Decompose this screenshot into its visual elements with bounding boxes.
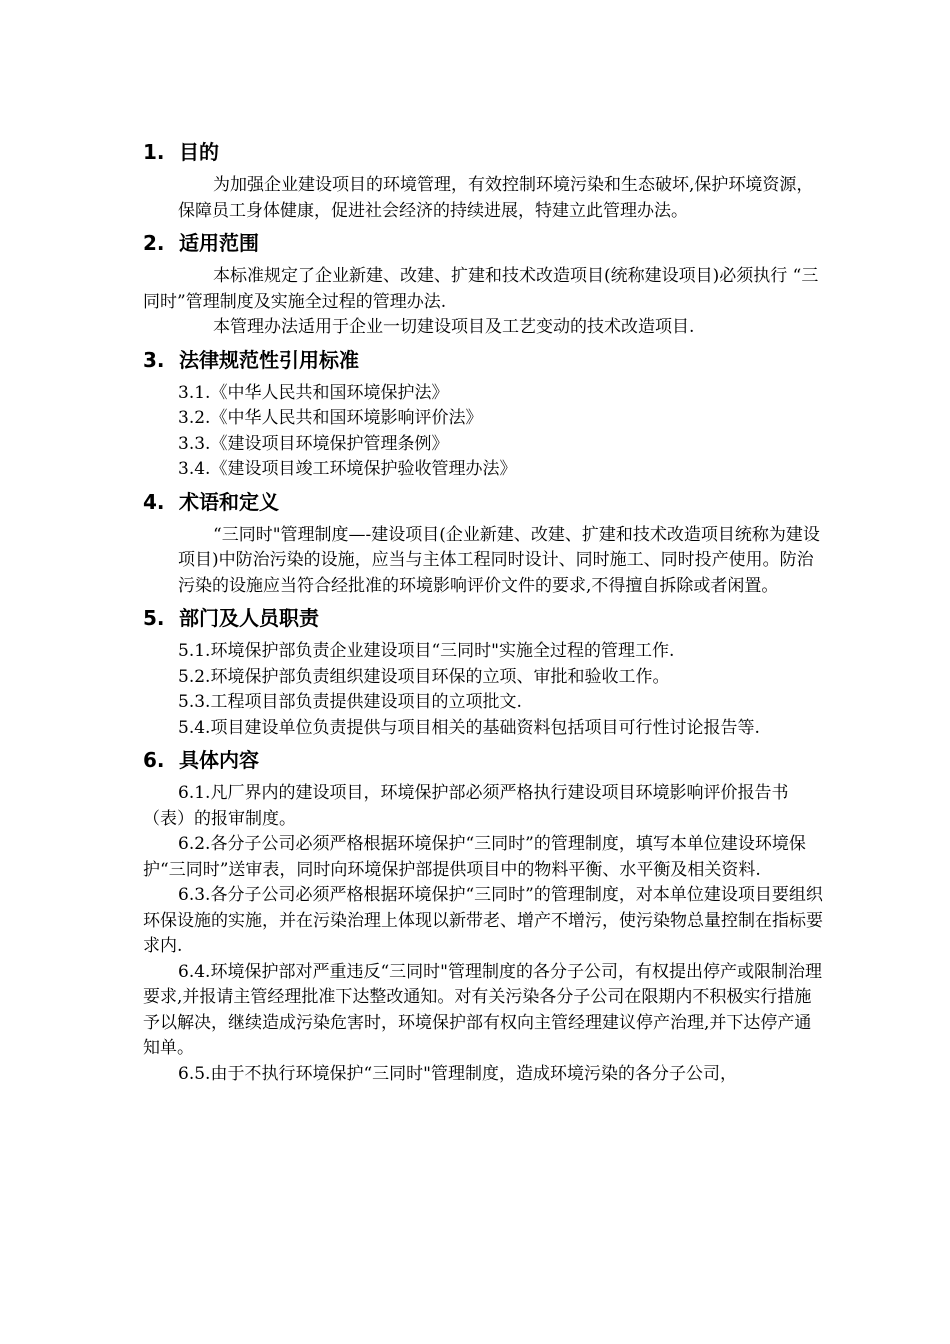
section-references bbox=[143, 344, 823, 483]
content-item: 6.1.凡厂界内的建设项目，环境保护部必须严格执行建设项目环境影响评价报告书（表）的报审制度。 bbox=[143, 783, 789, 829]
section-title: 具体内容 bbox=[179, 748, 259, 772]
section-title: 部门及人员职责 bbox=[179, 606, 319, 630]
content-item: 6.2.各分子公司必须严格根据环境保护“三同时”的管理制度，填写本单位建设环境保护“三同时”送审表，同时向环境保护部提供项目中的物料平衡、水平衡及相关资料. bbox=[143, 834, 806, 880]
content-item: 6.5.由于不执行环境保护“三同时"管理制度，造成环境污染的各分子公司， bbox=[178, 1063, 737, 1084]
reference-item: 3.3.《建设项目环境保护管理条例》 bbox=[178, 433, 449, 454]
section-title: 目的 bbox=[179, 140, 219, 164]
section-number: 6. bbox=[143, 748, 165, 772]
responsibility-item: 5.1.环境保护部负责企业建设项目“三同时"实施全过程的管理工作. bbox=[178, 641, 675, 661]
responsibility-item: 5.2.环境保护部负责组织建设项目环保的立项、审批和验收工作。 bbox=[178, 666, 670, 687]
paragraph: 本管理办法适用于企业一切建设项目及工艺变动的技术改造项目. bbox=[213, 317, 695, 337]
responsibility-item: 5.3.工程项目部负责提供建设项目的立项批文. bbox=[178, 692, 522, 712]
section-heading bbox=[143, 227, 823, 259]
responsibility-item: 5.4.项目建设单位负责提供与项目相关的基础资料包括项目可行性讨论报告等. bbox=[178, 717, 760, 738]
paragraph: “三同时"管理制度—-建设项目(企业新建、改建、扩建和技术改造项目统称为建设项目)中防治污染的设施，应当与主体工程同时设计、同时施工、同时投产使用。防治污染的设施应当符合经批准的环境影响评价文件的要求,不得擅自拆除或者闲置。 bbox=[178, 524, 820, 596]
reference-item: 3.2.《中华人民共和国环境影响评价法》 bbox=[178, 408, 483, 428]
reference-item: 3.1.《中华人民共和国环境保护法》 bbox=[178, 382, 449, 403]
section-title: 法律规范性引用标准 bbox=[179, 347, 359, 372]
section-content bbox=[143, 744, 823, 1087]
section-heading bbox=[143, 744, 823, 776]
section-title: 适用范围 bbox=[179, 231, 259, 255]
section-heading bbox=[143, 486, 823, 518]
section-heading bbox=[143, 602, 823, 634]
paragraph: 为加强企业建设项目的环境管理，有效控制环境污染和生态破坏,保护环境资源，保障员工身体健康，促进社会经济的持续进展，特建立此管理办法。 bbox=[178, 175, 814, 221]
section-title: 术语和定义 bbox=[179, 489, 279, 514]
section-responsibilities bbox=[143, 602, 823, 741]
section-number: 2. bbox=[143, 231, 165, 255]
section-definitions bbox=[143, 486, 823, 600]
section-number: 3. bbox=[143, 347, 165, 372]
content-item: 6.4.环境保护部对严重违反“三同时"管理制度的各分子公司，有权提出停产或限制治理要求,并报请主管经理批准下达整改通知。对有关污染各分子公司在限期内不积极实行措施予以解决，继续造成污染危害时，环境保护部有权向主管经理建议停产治理,并下达停产通知单。 bbox=[143, 961, 822, 1058]
section-scope bbox=[143, 227, 823, 341]
document-page bbox=[143, 133, 823, 1087]
section-number: 5. bbox=[143, 606, 165, 630]
reference-item: 3.4.《建设项目竣工环境保护验收管理办法》 bbox=[178, 459, 517, 479]
section-purpose bbox=[143, 136, 823, 224]
section-heading bbox=[143, 136, 823, 168]
section-heading bbox=[143, 344, 823, 376]
section-number: 4. bbox=[143, 489, 165, 514]
paragraph: 本标准规定了企业新建、改建、扩建和技术改造项目(统称建设项目)必须执行 “三同时”管理制度及实施全过程的管理办法. bbox=[143, 266, 819, 312]
section-number: 1. bbox=[143, 140, 165, 164]
content-item: 6.3.各分子公司必须严格根据环境保护“三同时”的管理制度，对本单位建设项目要组织环保设施的实施，并在污染治理上体现以新带老、增产不增污，使污染物总量控制在指标要求内. bbox=[143, 885, 823, 956]
